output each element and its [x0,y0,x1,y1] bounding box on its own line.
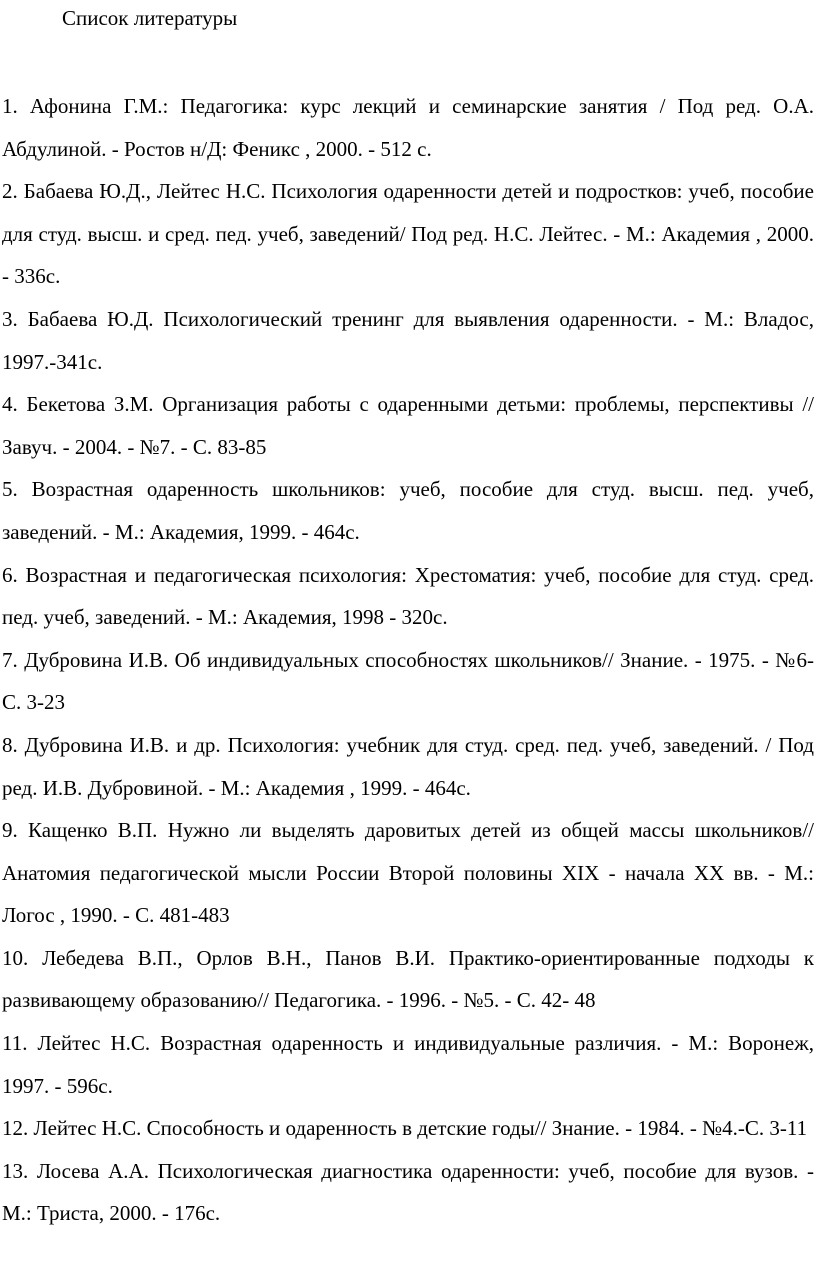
reference-item: 7. Дубровина И.В. Об индивидуальных способностях школьников// Знание. - 1975. - №6-С. 3-23 [2,647,814,715]
reference-item: 3. Бабаева Ю.Д. Психологический тренинг для выявления одаренности. - М.: Владос, 1997.-341с. [2,306,814,374]
reference-list [2,85,814,1235]
reference-item: 2. Бабаева Ю.Д., Лейтес Н.С. Психология одаренности детей и подростков: учеб, пособие для студ. высш. и сред. пед. учеб, заведений/ Под ред. Н.С. Лейтес. - М.: Академия , 2000. - 336с. [2,179,814,289]
reference-item: 6. Возрастная и педагогическая психология: Хрестоматия: учеб, пособие для студ. сред. пед. учеб, заведений. - М.: Академия, 1998 - 320с. [2,562,814,630]
reference-item: 5. Возрастная одаренность школьников: учеб, пособие для студ. высш. пед. учеб, заведений. - М.: Академия, 1999. - 464с. [2,477,814,544]
reference-item: 9. Кащенко В.П. Нужно ли выделять даровитых детей из общей массы школьников// Анатомия педагогической мысли России Второй половины XIX - начала XX вв. - М.: Логос , 1990. - С. 481-483 [2,818,814,928]
reference-item: 11. Лейтес Н.С. Возрастная одаренность и индивидуальные различия. - М.: Воронеж, 1997. - 596с. [2,1031,814,1098]
reference-item: 1. Афонина Г.М.: Педагогика: курс лекций и семинарские занятия / Под ред. О.А. Абдулиной. - Ростов н/Д: Феникс , 2000. - 512 с. [2,94,814,161]
reference-item: 4. Бекетова З.М. Организация работы с одаренными детьми: проблемы, перспективы // Завуч. - 2004. - №7. - С. 83-85 [2,392,814,459]
reference-item: 8. Дубровина И.В. и др. Психология: учебник для студ. сред. пед. учеб, заведений. / Под ред. И.В. Дубровиной. - М.: Академия , 1999. - 464с. [2,732,814,800]
reference-item: 10. Лебедева В.П., Орлов В.Н., Панов В.И. Практико-ориентированные подходы к развивающему образованию// Педагогика. - 1996. - №5. - С. 42- 48 [2,945,814,1013]
page-title: Список литературы [62,6,238,30]
reference-item: 12. Лейтес Н.С. Способность и одаренность в детские годы// Знание. - 1984. - №4.-С. 3-11 [2,1116,808,1141]
reference-item: 13. Лосева А.А. Психологическая диагностика одаренности: учеб, пособие для вузов. - М.: Триста, 2000. - 176с. [2,1158,814,1226]
